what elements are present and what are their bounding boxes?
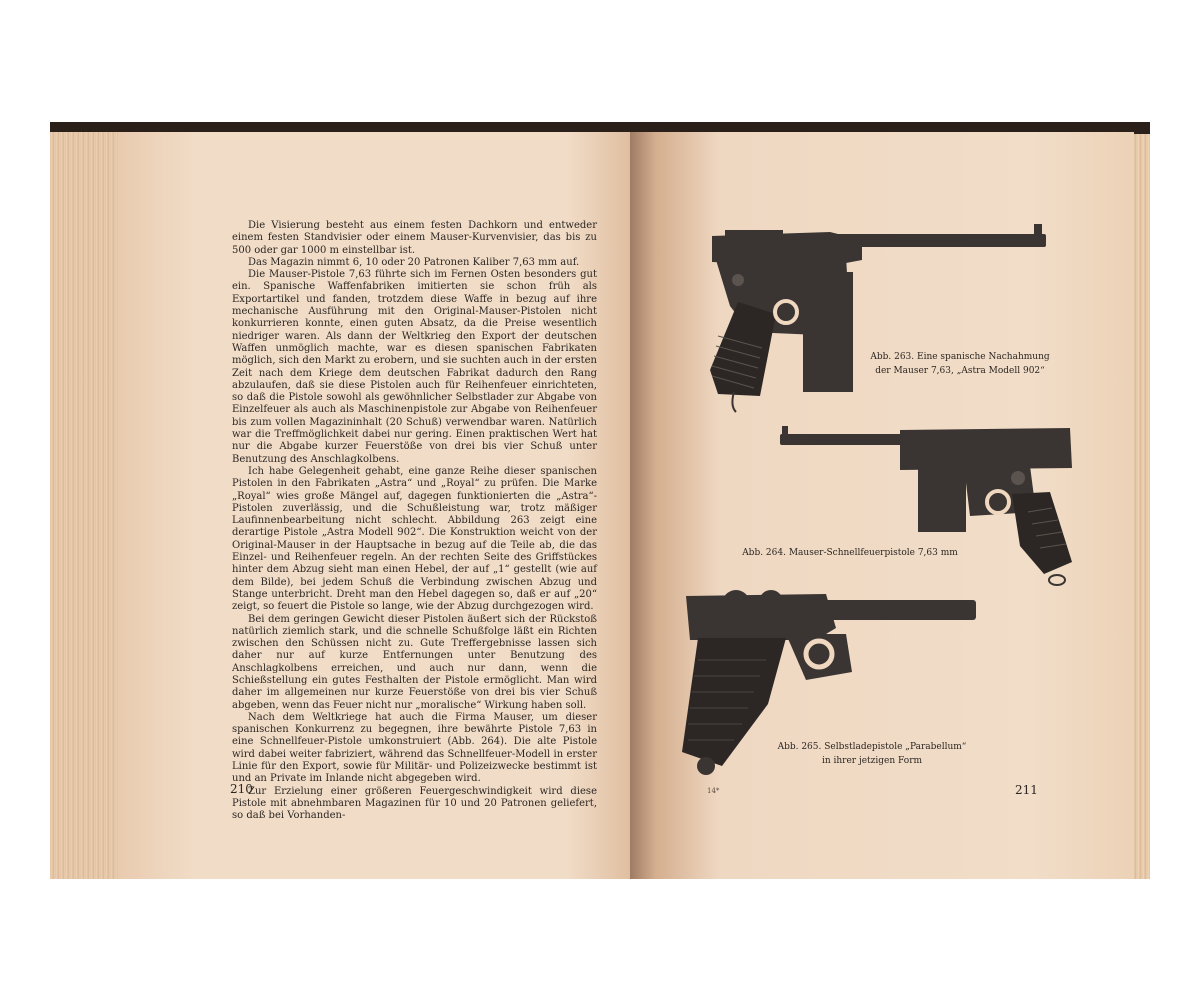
figure-caption — [860, 350, 1060, 378]
caption-line: Abb. 264. Mauser-Schnellfeuerpistole 7,63 mm — [742, 548, 958, 558]
paragraph: Die Mauser-Pistole 7,63 führte sich im Fernen Osten besonders gut ein. Spanische Waffenfabriken imitierten sie schon früh als Exportartikel und fanden, trotzdem diese Waffe in bezug auf ihre mechanische Ausführung mit den Original-Mauser-Pistolen nicht konkurrieren konnte, einen guten Absatz, da die Preise wesentlich niedriger waren. Als dann der Weltkrieg den Export der deutschen Waffen unmöglich machte, war es diesen spanischen Fabrikaten möglich, sich den Markt zu erobern, und sie suchten auch in der ersten Zeit nach dem Kriege dem deutschen Fabrikat dadurch den Rang abzulaufen, daß sie diese Pistolen auch für Reihenfeuer einrichteten, so daß die Pistole sowohl als gewöhnlicher Selbstlader zur Abgabe von Einzelfeuer als auch als Maschinenpistole zur Abgabe von Reihenfeuer bis zum vollen Magazininhalt (20 Schuß) verwendbar waren. Natürlich war die Treffmöglichkeit dabei nur gering. Einen praktischen Wert hat nur die Abgabe kurzer Feuerstöße von drei bis vier Schuß unter Benutzung des Anschlagkolbens. — [232, 269, 597, 465]
caption-line: in ihrer jetzigen Form — [821, 756, 923, 766]
page-number-left: 210 — [230, 782, 253, 796]
caption-line: der Mauser 7,63, „Astra Modell 902“ — [875, 366, 1045, 376]
figure-caption — [762, 740, 982, 768]
paragraph: Nach dem Weltkriege hat auch die Firma Mauser, um dieser spanischen Konkurrenz zu begegnen, ihre bewährte Pistole 7,63 in eine Schnellfeuer-Pistole umkonstruiert (Abb. 264). Die alte Pistole wird dabei weiter fabriziert, während das Schnellfeuer-Modell in erster Linie für den Export, sowie für Militär- und Polizeizwecke bestimmt ist und an Private im Inlande nicht abgegeben wird. — [232, 711, 597, 785]
body-text — [232, 220, 597, 823]
signature-mark: 14* — [707, 787, 720, 795]
paragraph: Ich habe Gelegenheit gehabt, eine ganze Reihe dieser spanischen Pistolen in den Fabrikaten „Astra“ und „Royal“ zu prüfen. Die Marke „Royal“ wies große Mängel auf, dagegen funktionierten die „Astra“-Pistolen zuverlässig, und die Schußleistung war, trotz mäßiger Laufinnenbearbeitung nicht schlecht. Abbildung 263 zeigt eine derartige Pistole „Astra Modell 902“. Die Konstruktion weicht von der Original-Mauser in der Hauptsache in bezug auf die Teile ab, die das Einzel- und Reihenfeuer regeln. An der rechten Seite des Griffstückes hinter dem Abzug sieht man einen Hebel, der auf „1“ gestellt (wie auf dem Bilde), bei jedem Schuß die Verbindung zwischen Abzug und Stange unterbricht. Dreht man den Hebel dagegen so, daß er auf „20“ zeigt, so feuert die Pistole so lange, wie der Abzug durchgezogen wird. — [232, 465, 597, 613]
paragraph: Bei dem geringen Gewicht dieser Pistolen äußert sich der Rückstoß natürlich ziemlich stark, und die schnelle Schußfolge läßt ein Richten zwischen den Schüssen nicht zu. Gute Treffergebnisse lassen sich daher nur auf kurze Entfernungen unter Benutzung des Anschlagkolbens erreichen, und auch nur dann, wenn die Schießstellung ein gutes Festhalten der Pistole ermöglicht. Man wird daher im allgemeinen nur kurze Feuerstöße von drei bis vier Schuß abgeben, wenn das Feuer nicht nur „moralische“ Wirkung haben soll. — [232, 613, 597, 711]
paragraph: Das Magazin nimmt 6, 10 oder 20 Patronen Kaliber 7,63 mm auf. — [248, 256, 580, 268]
page-number-right: 211 — [1015, 783, 1038, 797]
page-edges-right — [1132, 134, 1150, 879]
left-page — [118, 132, 666, 879]
mauser-machine-pistol-icon — [780, 416, 1080, 586]
caption-line: Abb. 263. Eine spanische Nachahmung — [870, 352, 1050, 362]
figure-caption — [730, 546, 970, 560]
paragraph: Die Visierung besteht aus einem festen Dachkorn und entweder einem festen Standvisier oder einem Mauser-Kurvenvisier, das bis zu 500 oder gar 1000 m einstellbar ist. — [232, 220, 597, 256]
mauser-style-pistol-icon — [690, 216, 1052, 414]
page-edges-left — [50, 132, 128, 879]
caption-line: Abb. 265. Selbstladepistole „Parabellum“ — [777, 742, 967, 752]
paragraph: Zur Erzielung einer größeren Feuergeschwindigkeit wird diese Pistole mit abnehmbaren Magazinen für 10 und 20 Patronen geliefert, so daß bei Vorhanden- — [232, 785, 597, 822]
open-book — [50, 122, 1150, 879]
right-page — [630, 132, 1134, 879]
